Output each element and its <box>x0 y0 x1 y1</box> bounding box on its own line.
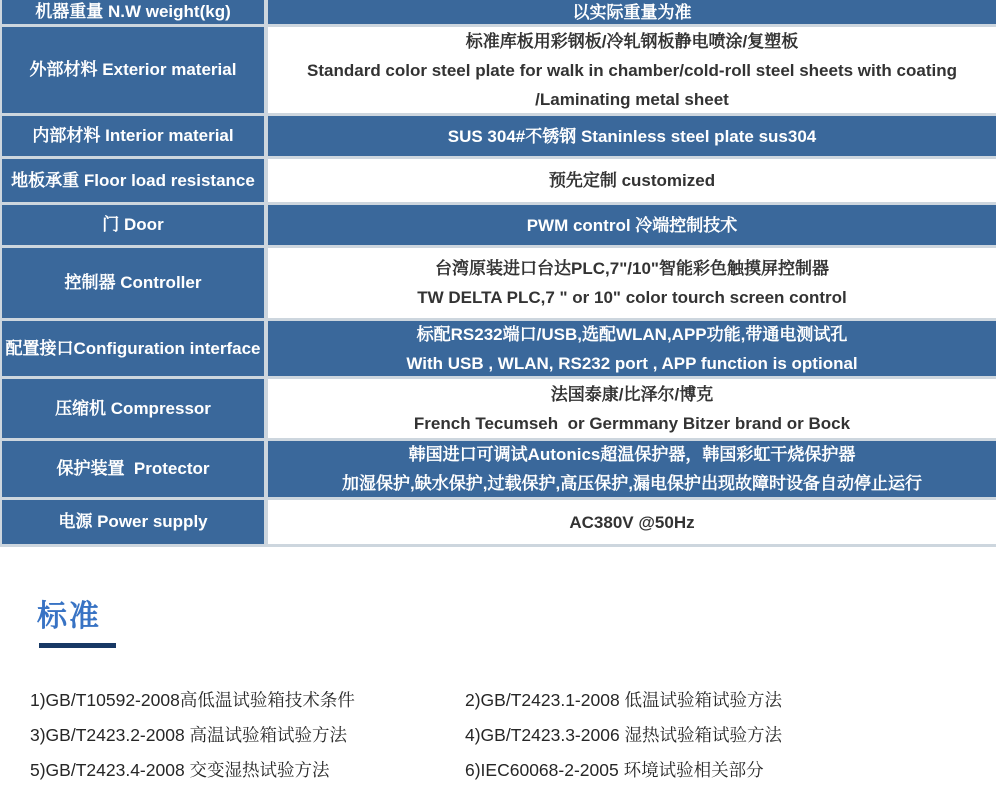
spec-table-row <box>2 159 996 205</box>
spec-table-row <box>2 116 996 159</box>
spec-value-line: AC380V @50Hz <box>569 512 695 532</box>
spec-value-line: Standard color steel plate for walk in chamber/cold-roll steel sheets with coating /Laminating metal sheet <box>307 60 962 109</box>
spec-value-line: 法国泰康/比泽尔/博克 <box>550 384 714 404</box>
standard-list-item: 4)GB/T2423.3-2006 湿热试验箱试验方法 <box>465 725 783 745</box>
standard-list-item: 3)GB/T2423.2-2008 高温试验箱试验方法 <box>30 725 348 745</box>
spec-row-value <box>268 116 996 156</box>
spec-row-label: 内部材料 Interior material <box>2 116 268 156</box>
spec-row-value <box>268 0 996 24</box>
spec-table-row <box>2 500 996 547</box>
standards-heading: 标准 <box>37 600 101 633</box>
spec-row-value <box>268 321 996 376</box>
spec-row-label: 电源 Power supply <box>2 500 268 544</box>
spec-value-line: 韩国进口可调试Autonics超温保护器，韩国彩虹干烧保护器 <box>408 445 856 464</box>
spec-value-line: TW DELTA PLC,7 " or 10" color tourch screen control <box>417 288 847 307</box>
standards-section <box>0 591 996 782</box>
spec-value-line: 标准库板用彩钢板/冷轧钢板静电喷涂/复塑板 <box>465 31 799 51</box>
spec-row-label: 控制器 Controller <box>2 248 268 318</box>
spec-value-line: 以实际重量为准 <box>572 2 692 22</box>
standard-list-item: 6)IEC60068-2-2005 环境试验相关部分 <box>465 760 764 780</box>
spec-row-label: 保护装置 Protector <box>2 441 268 497</box>
spec-value-line: 标配RS232端口/USB,选配WLAN,APP功能,带通电测试孔 <box>416 324 848 344</box>
spec-row-label: 门 Door <box>2 205 268 245</box>
standard-list-item: 5)GB/T2423.4-2008 交变湿热试验方法 <box>30 760 330 780</box>
spec-table-row <box>2 0 996 27</box>
spec-row-value <box>268 500 996 544</box>
spec-row-label: 外部材料 Exterior material <box>2 27 268 113</box>
spec-value-line: SUS 304#不锈钢 Staninless steel plate sus304 <box>447 126 817 146</box>
spec-row-value <box>268 441 996 497</box>
spec-row-label: 地板承重 Floor load resistance <box>2 159 268 202</box>
spec-value-line: 加湿保护,缺水保护,过载保护,高压保护,漏电保护出现故障时设备自动停止运行 <box>342 474 922 493</box>
spec-row-value <box>268 27 996 113</box>
spec-row-value <box>268 159 996 202</box>
standard-list-item: 2)GB/T2423.1-2008 低温试验箱试验方法 <box>465 690 783 710</box>
spec-row-value <box>268 205 996 245</box>
spec-row-label: 机器重量 N.W weight(kg) <box>2 0 268 24</box>
heading-underline <box>39 643 116 648</box>
spec-value-line: PWM control 冷端控制技术 <box>526 215 738 235</box>
spec-table-row <box>2 379 996 441</box>
spec-row-label: 压缩机 Compressor <box>2 379 268 438</box>
spec-table-row <box>2 27 996 116</box>
spec-table-row <box>2 205 996 248</box>
spec-value-line: French Tecumseh or Germmany Bitzer brand or Bock <box>413 413 851 433</box>
standards-list <box>30 688 996 782</box>
spec-table-row <box>2 441 996 500</box>
spec-table-row <box>2 248 996 321</box>
spec-row-value <box>268 379 996 438</box>
spec-value-line: With USB , WLAN, RS232 port , APP function is optional <box>406 353 858 373</box>
standard-list-item: 1)GB/T10592-2008高低温试验箱技术条件 <box>30 690 355 710</box>
spec-row-label: 配置接口Configuration interface <box>2 321 268 376</box>
spec-value-line: 台湾原装进口台达PLC,7"/10"智能彩色触摸屏控制器 <box>435 259 829 278</box>
spec-row-value <box>268 248 996 318</box>
spec-value-line: 预先定制 customized <box>548 171 716 190</box>
spec-table-row <box>2 321 996 379</box>
